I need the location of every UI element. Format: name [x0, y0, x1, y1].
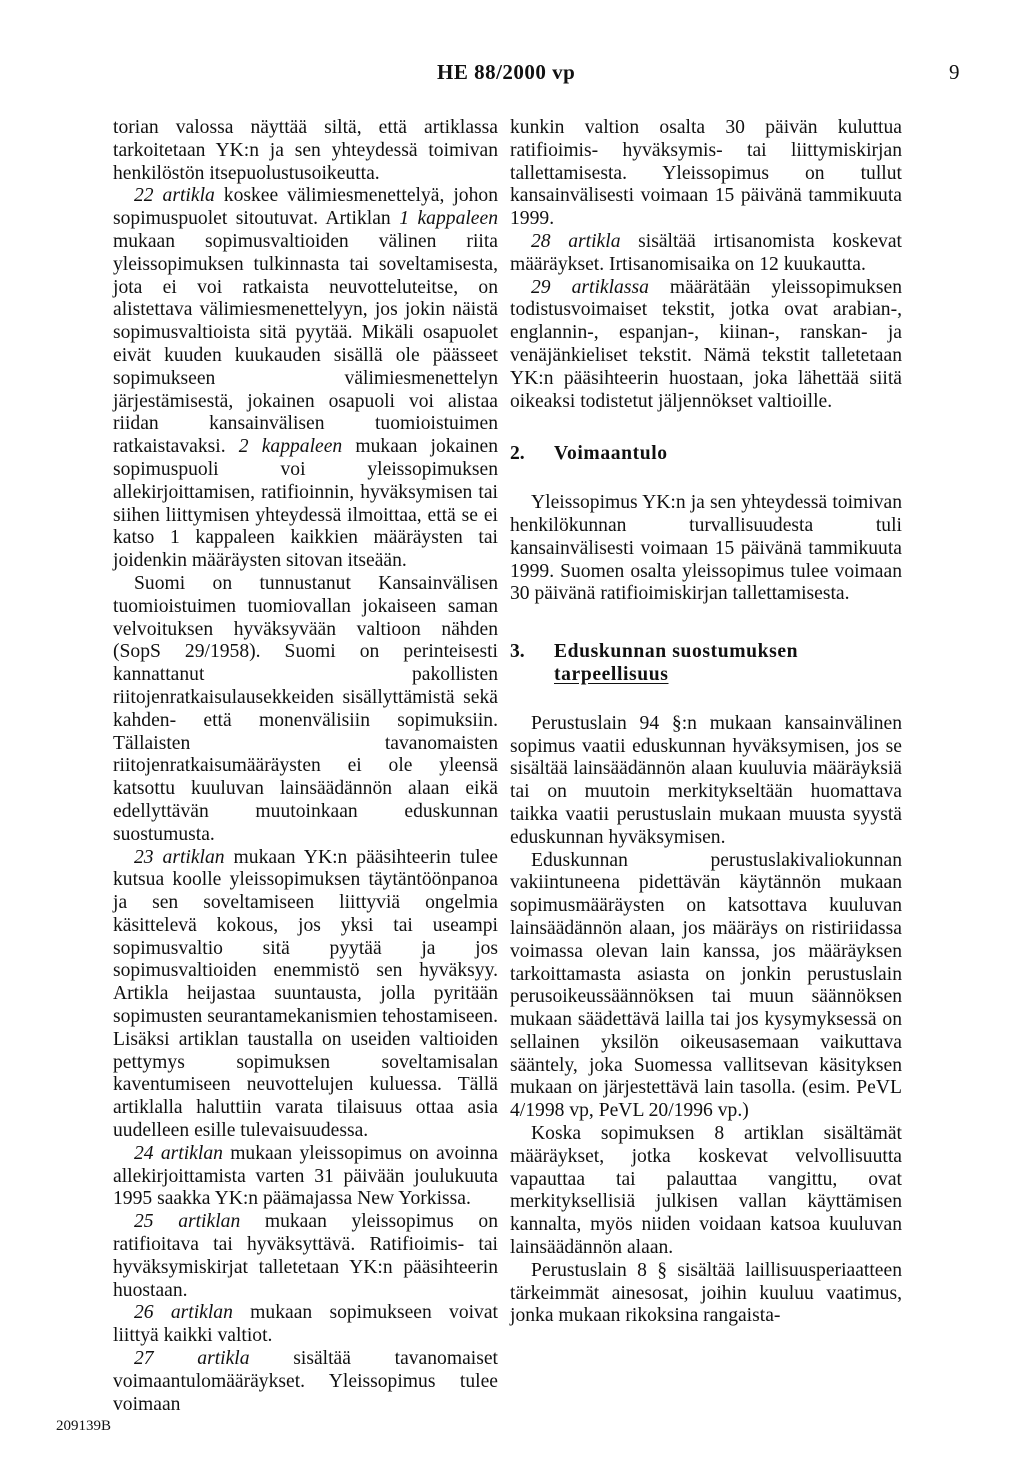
paragraph: Perustuslain 8 § sisältää laillisuusperiaatteen tärkeimmät ainesosat, joihin kuuluu vaatimus, jonka mukaan rikoksina rangaista-	[510, 1259, 902, 1327]
paragraph: Suomi on tunnustanut Kansainvälisen tuomioistuimen tuomiovallan jokaiseen saman velvoituksen hyväksyvään valtioon nähden (SopS 29/1958). Suomi on perinteisesti kannattanut pakollisten riitojenratkaisulausekkeiden sisällyttämistä sekä kahden- että monenvälisiin sopimuksiin. Tällaisten tavanomaisten riitojenratkaisumääräysten ei ole yleensä katsottu kuuluvan lainsäädännön alaan eikä edellyttävän muutoinkaan eduskunnan suostumusta.	[113, 572, 498, 845]
paragraph-article-25: 25 artiklan mukaan yleissopimus on ratifioitava tai hyväksyttävä. Ratifioimis- tai hyväksymiskirjat talletetaan YK:n pääsihteerin huostaan.	[113, 1211, 498, 1301]
paragraph-article-22: 22 artikla koskee välimiesmenettelyä, johon sopimuspuolet sitoutuvat. Artiklan 1 kappaleen mukaan sopimusvaltioiden välinen riita yleissopimuksen tulkinnasta tai soveltamisesta, jota ei voi ratkaista neuvotteluteitse, on alistettava välimiesmenettelyyn, jos jokin näistä sopimusvaltioista sitä pyytää. Mikäli osapuolet eivät kuuden kuukauden sisällä ole päässeet sopimukseen välimiesmenettelyn järjestämisestä, jokainen osapuoli voi alistaa riidan kansainvälisen tuomioistuimen ratkaistavaksi. 2 kappaleen mukaan jokainen sopimuspuoli voi yleissopimuksen allekirjoittamisen, ratifioinnin, hyväksymisen tai siihen liittymisen yhteydessä ilmoittaa, että se ei katso 1 kappaleen kaikkien määräysten tai joidenkin määräysten sitovan itseään.	[113, 185, 498, 572]
document-id: HE 88/2000 vp	[437, 60, 576, 84]
paragraph-article-23: 23 artiklan mukaan YK:n pääsihteerin tulee kutsua koolle yleissopimuksen täytäntöönpanoa ja sen soveltamiseen liittyviä ongelmia käsittelevä kokous, jos yksi tai useampi sopimusvaltio sitä pyytää ja jos sopimusvaltioiden enemmistö sen hyväksyy. Artikla heijastaa suuntausta, jolla pyritään sopimusten seurantamekanismien tehostamiseen. Lisäksi artiklan taustalla on useiden valtioiden pettymys sopimuksen soveltamisalan kaventumiseen neuvottelujen kuluessa. Tällä artiklalla haluttiin varata tilaisuus ottaa asia uudelleen esille tulevaisuudessa.	[113, 846, 498, 1142]
page-header	[0, 56, 1024, 88]
paragraph: Eduskunnan perustuslakivaliokunnan vakiintuneena pidettävän käytännön mukaan sopimusmääräysten on katsottava kuuluvan lainsäädännön alaan, jos määräys on ristiriidassa voimassa olevan lain kanssa, jos määräyksen tarkoittamasta asiasta on jonkin perustuslain perusoikeussäännöksen tai muun säännöksen mukaan säädettävä lailla tai jos kysymyksessä on sellainen yksilön oikeusasemaan vaikuttava sääntely, joka Suomessa vallitsevan käsityksen mukaan on järjestettävä lain tasolla. (esim. PeVL 4/1998 vp, PeVL 20/1996 vp.)	[510, 849, 902, 1122]
page-number: 9	[949, 60, 960, 84]
paragraph-article-24: 24 artiklan mukaan yleissopimus on avoinna allekirjoittamista varten 31 päivään joulukuuta 1995 saakka YK:n päämajassa New Yorkissa.	[113, 1142, 498, 1210]
print-code: 209139B	[56, 1418, 112, 1434]
paragraph-article-27: 27 artikla sisältää tavanomaiset voimaantulomääräykset. Yleissopimus tulee voimaan	[113, 1348, 498, 1415]
left-column	[113, 117, 498, 1416]
paragraph: kunkin valtion osalta 30 päivän kuluttua ratifioimis- hyväksymis- tai liittymiskirjan tallettamisesta. Yleissopimus on tullut kansainvälisesti voimaan 15 päivänä tammikuuta 1999.	[510, 117, 902, 230]
paragraph: Koska sopimuksen 8 artiklan sisältämät määräykset, jotka koskevat velvollisuutta vapauttaa tai palauttaa vangittu, ovat merkityksellisiä julkisen vallan käyttämisen kannalta, myös niiden voidaan katsoa kuuluvan lainsäädännön alaan.	[510, 1123, 902, 1259]
section-heading-3: 3. Eduskunnan suostumuksen tarpeellisuus	[510, 641, 799, 685]
section-heading-2: 2. Voimaantulo	[510, 443, 668, 465]
right-column	[510, 117, 902, 1328]
paragraph: Perustuslain 94 §:n mukaan kansainvälinen sopimus vaatii eduskunnan hyväksymisen, jos se sisältää lainsäädännön alaan kuuluvia määräyksiä tai on muutoin merkitykseltään huomattava taikka vaatii perustuslain mukaan muusta syystä eduskunnan hyväksymisen.	[510, 712, 902, 848]
paragraph-article-28: 28 artikla sisältää irtisanomista koskevat määräykset. Irtisanomisaika on 12 kuukautta.	[510, 230, 902, 275]
paragraph-article-26: 26 artiklan mukaan sopimukseen voivat liittyä kaikki valtiot.	[113, 1302, 498, 1347]
paragraph: torian valossa näyttää siltä, että artiklassa tarkoitetaan YK:n ja sen yhteydessä toimivan henkilöstön itsepuolustusoikeutta.	[113, 117, 498, 184]
paragraph-article-29: 29 artiklassa määrätään yleissopimuksen todistusvoimaiset tekstit, jotka ovat arabian-, englannin-, espanjan-, kiinan-, ranskan- ja venäjänkieliset tekstit. Nämä tekstit talletetaan YK:n pääsihteerin huostaan, joka lähettää siitä oikeaksi todistetut jäljennökset valtioille.	[510, 276, 902, 412]
paragraph: Yleissopimus YK:n ja sen yhteydessä toimivan henkilökunnan turvallisuudesta tuli kansainvälisesti voimaan 15 päivänä tammikuuta 1999. Suomen osalta yleissopimus tulee voimaan 30 päivänä ratifioimiskirjan tallettamisesta.	[510, 492, 902, 605]
